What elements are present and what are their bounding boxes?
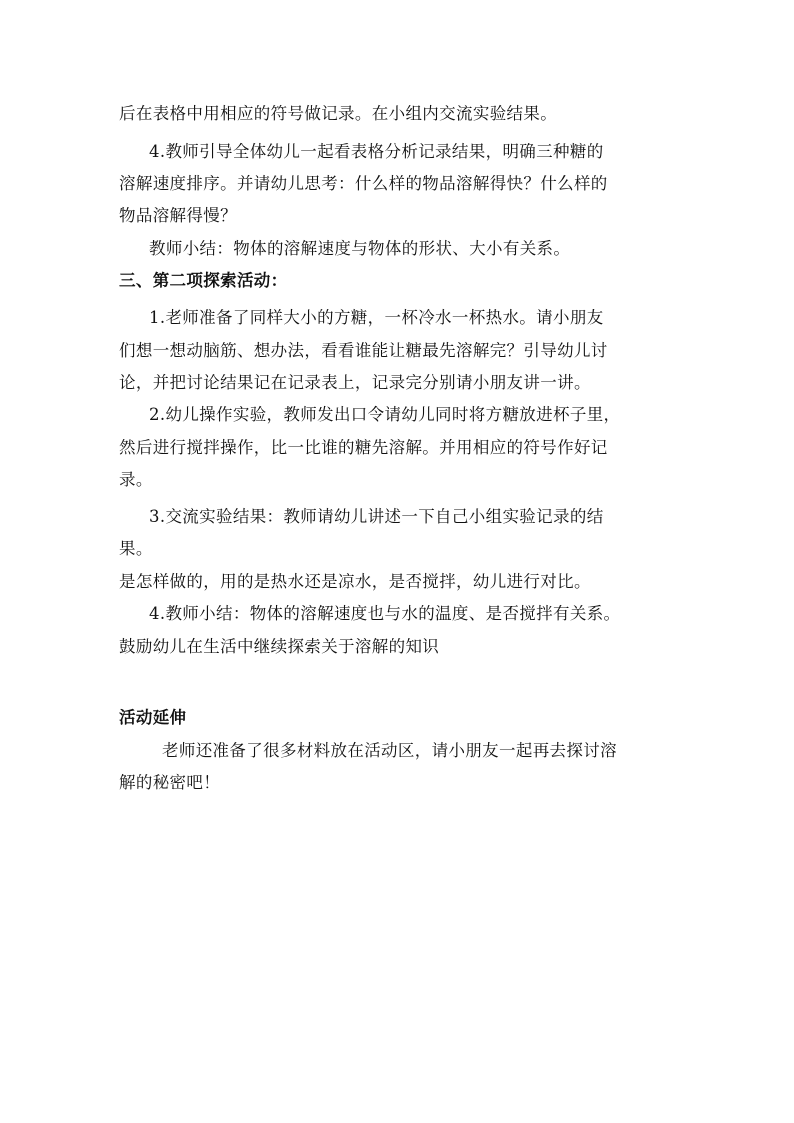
paragraph-line: 1.老师准备了同样大小的方糖，一杯冷水一杯热水。请小朋友: [149, 308, 604, 327]
paragraph-line: 是怎样做的，用的是热水还是凉水，是否搅拌，幼儿进行对比。: [119, 572, 591, 591]
paragraph-line: 们想一想动脑筋、想办法，看看谁能让糖最先溶解完？引导幼儿讨: [119, 341, 608, 360]
paragraph-line: 老师还准备了很多材料放在活动区，请小朋友一起再去探讨溶: [162, 741, 617, 760]
section-heading: 三、第二项探索活动：: [119, 271, 288, 290]
paragraph-line: 然后进行搅拌操作，比一比谁的糖先溶解。并用相应的符号作好记: [119, 438, 608, 457]
paragraph-line: 4.教师引导全体幼儿一起看表格分析记录结果，明确三种糖的: [149, 142, 604, 161]
paragraph-line: 物品溶解得慢？: [119, 206, 237, 225]
paragraph-line: 4.教师小结：物体的溶解速度也与水的温度、是否搅拌有关系。: [149, 604, 621, 623]
paragraph-line: 鼓励幼儿在生活中继续探索关于溶解的知识: [119, 637, 440, 656]
paragraph-line: 后在表格中用相应的符号做记录。在小组内交流实验结果。: [119, 104, 558, 123]
paragraph-line: 解的秘密吧！: [119, 773, 221, 792]
paragraph-line: 录。: [119, 470, 153, 489]
paragraph-line: 溶解速度排序。并请幼儿思考：什么样的物品溶解得快？什么样的: [119, 174, 608, 193]
paragraph-line: 论，并把讨论结果记在记录表上，记录完分别请小朋友讲一讲。: [119, 373, 591, 392]
section-heading: 活动延伸: [119, 708, 187, 727]
paragraph-line: 3.交流实验结果：教师请幼儿讲述一下自己小组实验记录的结: [149, 507, 604, 526]
paragraph-line: 2.幼儿操作实验，教师发出口令请幼儿同时将方糖放进杯子里，: [149, 405, 621, 424]
paragraph-line: 果。: [119, 539, 153, 558]
paragraph-line: 教师小结：物体的溶解速度与物体的形状、大小有关系。: [149, 239, 571, 258]
